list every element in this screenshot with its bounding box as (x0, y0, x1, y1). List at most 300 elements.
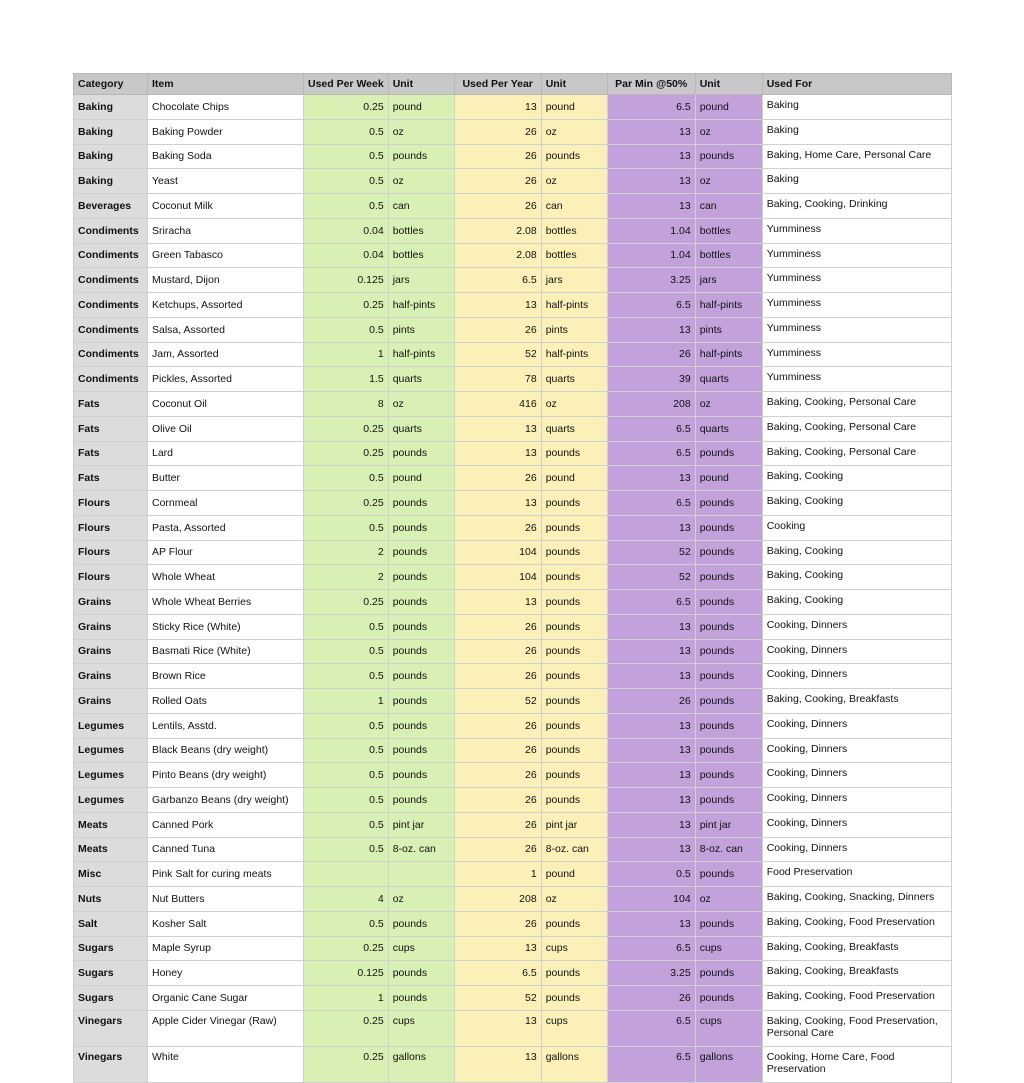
cell-unit-week[interactable]: pounds (388, 144, 454, 169)
cell-item[interactable]: Canned Pork (148, 812, 304, 837)
cell-unit-week[interactable]: bottles (388, 218, 454, 243)
cell-item[interactable]: Coconut Oil (148, 392, 304, 417)
cell-item[interactable]: Kosher Salt (148, 911, 304, 936)
cell-unit-week[interactable]: pounds (388, 515, 454, 540)
cell-unit-year[interactable]: oz (541, 169, 607, 194)
cell-unit-year[interactable]: bottles (541, 218, 607, 243)
cell-category[interactable]: Vinegars (74, 1010, 148, 1046)
cell-used-per-week[interactable]: 1 (304, 689, 389, 714)
cell-used-for[interactable]: Baking, Cooking (762, 590, 951, 615)
cell-category[interactable]: Fats (74, 441, 148, 466)
header-used-per-week[interactable]: Used Per Week (304, 74, 389, 95)
cell-used-for[interactable]: Baking, Cooking, Food Preservation (762, 986, 951, 1011)
cell-unit-week[interactable]: pounds (388, 689, 454, 714)
cell-unit-week[interactable]: pounds (388, 986, 454, 1011)
cell-unit-year[interactable]: cups (541, 1010, 607, 1046)
cell-par-min[interactable]: 13 (607, 812, 695, 837)
cell-unit-par[interactable]: pound (695, 95, 762, 120)
cell-unit-year[interactable]: pounds (541, 639, 607, 664)
cell-unit-par[interactable]: pounds (695, 664, 762, 689)
cell-category[interactable]: Grains (74, 639, 148, 664)
cell-category[interactable]: Condiments (74, 293, 148, 318)
cell-category[interactable]: Condiments (74, 218, 148, 243)
cell-used-per-year[interactable]: 13 (454, 441, 541, 466)
cell-used-per-week[interactable]: 0.5 (304, 812, 389, 837)
cell-used-per-year[interactable]: 13 (454, 1010, 541, 1046)
cell-unit-week[interactable]: jars (388, 268, 454, 293)
cell-unit-par[interactable]: pint jar (695, 812, 762, 837)
cell-unit-week[interactable]: pound (388, 466, 454, 491)
cell-category[interactable]: Meats (74, 812, 148, 837)
cell-unit-par[interactable]: pounds (695, 689, 762, 714)
cell-used-per-year[interactable]: 2.08 (454, 218, 541, 243)
cell-item[interactable]: Jam, Assorted (148, 342, 304, 367)
cell-used-per-week[interactable]: 0.5 (304, 837, 389, 862)
cell-item[interactable]: Coconut Milk (148, 194, 304, 219)
cell-used-for[interactable]: Cooking, Dinners (762, 837, 951, 862)
cell-used-per-year[interactable]: 52 (454, 986, 541, 1011)
cell-category[interactable]: Legumes (74, 738, 148, 763)
cell-par-min[interactable]: 1.04 (607, 243, 695, 268)
cell-used-per-year[interactable]: 6.5 (454, 961, 541, 986)
cell-par-min[interactable]: 39 (607, 367, 695, 392)
cell-used-per-year[interactable]: 26 (454, 713, 541, 738)
cell-unit-week[interactable]: pounds (388, 664, 454, 689)
cell-used-per-year[interactable]: 78 (454, 367, 541, 392)
cell-used-per-year[interactable]: 26 (454, 515, 541, 540)
cell-par-min[interactable]: 13 (607, 738, 695, 763)
cell-par-min[interactable]: 13 (607, 317, 695, 342)
cell-unit-year[interactable]: pounds (541, 738, 607, 763)
cell-unit-par[interactable]: quarts (695, 367, 762, 392)
cell-unit-week[interactable]: pints (388, 317, 454, 342)
cell-used-for[interactable]: Yumminess (762, 317, 951, 342)
cell-used-per-week[interactable]: 0.5 (304, 614, 389, 639)
cell-used-for[interactable]: Cooking, Dinners (762, 664, 951, 689)
cell-unit-year[interactable]: quarts (541, 367, 607, 392)
cell-par-min[interactable]: 26 (607, 689, 695, 714)
cell-unit-par[interactable]: pounds (695, 590, 762, 615)
cell-used-per-year[interactable]: 13 (454, 590, 541, 615)
cell-used-for[interactable]: Yumminess (762, 293, 951, 318)
cell-unit-par[interactable]: pounds (695, 565, 762, 590)
cell-used-for[interactable]: Baking, Cooking, Breakfasts (762, 689, 951, 714)
cell-category[interactable]: Baking (74, 119, 148, 144)
cell-used-per-year[interactable]: 26 (454, 911, 541, 936)
cell-unit-week[interactable]: pounds (388, 590, 454, 615)
cell-item[interactable]: Pinto Beans (dry weight) (148, 763, 304, 788)
cell-item[interactable]: Lard (148, 441, 304, 466)
cell-par-min[interactable]: 13 (607, 466, 695, 491)
cell-unit-year[interactable]: pounds (541, 144, 607, 169)
cell-unit-par[interactable]: bottles (695, 243, 762, 268)
cell-unit-week[interactable]: oz (388, 887, 454, 912)
cell-used-for[interactable]: Baking (762, 119, 951, 144)
cell-category[interactable]: Condiments (74, 342, 148, 367)
cell-unit-year[interactable]: oz (541, 887, 607, 912)
cell-used-per-year[interactable]: 208 (454, 887, 541, 912)
cell-item[interactable]: Lentils, Asstd. (148, 713, 304, 738)
cell-unit-week[interactable]: pounds (388, 713, 454, 738)
cell-par-min[interactable]: 13 (607, 119, 695, 144)
cell-category[interactable]: Grains (74, 689, 148, 714)
cell-unit-year[interactable]: pounds (541, 441, 607, 466)
cell-category[interactable]: Condiments (74, 268, 148, 293)
cell-category[interactable]: Misc (74, 862, 148, 887)
cell-used-per-year[interactable]: 26 (454, 614, 541, 639)
header-unit-par[interactable]: Unit (695, 74, 762, 95)
cell-unit-par[interactable]: pounds (695, 491, 762, 516)
cell-unit-week[interactable]: pounds (388, 738, 454, 763)
cell-item[interactable]: Mustard, Dijon (148, 268, 304, 293)
cell-used-per-year[interactable]: 26 (454, 837, 541, 862)
cell-used-per-week[interactable]: 0.25 (304, 95, 389, 120)
cell-used-for[interactable]: Baking, Cooking (762, 565, 951, 590)
cell-unit-week[interactable]: pound (388, 95, 454, 120)
cell-item[interactable]: Whole Wheat Berries (148, 590, 304, 615)
header-unit-year[interactable]: Unit (541, 74, 607, 95)
cell-unit-year[interactable]: pounds (541, 689, 607, 714)
cell-used-per-week[interactable] (304, 862, 389, 887)
cell-unit-week[interactable]: half-pints (388, 342, 454, 367)
header-par-min[interactable]: Par Min @50% (607, 74, 695, 95)
cell-category[interactable]: Flours (74, 515, 148, 540)
cell-unit-par[interactable]: pounds (695, 639, 762, 664)
cell-used-per-week[interactable]: 0.125 (304, 961, 389, 986)
cell-category[interactable]: Baking (74, 169, 148, 194)
cell-item[interactable]: Pasta, Assorted (148, 515, 304, 540)
cell-par-min[interactable]: 13 (607, 639, 695, 664)
cell-unit-week[interactable]: cups (388, 1010, 454, 1046)
cell-unit-year[interactable]: pint jar (541, 812, 607, 837)
cell-par-min[interactable]: 1.04 (607, 218, 695, 243)
cell-par-min[interactable]: 52 (607, 565, 695, 590)
cell-used-for[interactable]: Cooking, Dinners (762, 788, 951, 813)
cell-par-min[interactable]: 13 (607, 837, 695, 862)
cell-item[interactable]: Sticky Rice (White) (148, 614, 304, 639)
cell-par-min[interactable]: 52 (607, 540, 695, 565)
cell-item[interactable]: White (148, 1046, 304, 1082)
cell-unit-par[interactable]: pounds (695, 763, 762, 788)
cell-used-per-year[interactable]: 26 (454, 664, 541, 689)
cell-unit-week[interactable]: 8-oz. can (388, 837, 454, 862)
cell-used-for[interactable]: Baking, Cooking (762, 491, 951, 516)
cell-unit-year[interactable]: pounds (541, 565, 607, 590)
cell-used-per-week[interactable]: 0.5 (304, 713, 389, 738)
cell-par-min[interactable]: 3.25 (607, 268, 695, 293)
cell-item[interactable]: Apple Cider Vinegar (Raw) (148, 1010, 304, 1046)
cell-par-min[interactable]: 6.5 (607, 293, 695, 318)
cell-used-per-week[interactable]: 0.5 (304, 466, 389, 491)
cell-par-min[interactable]: 104 (607, 887, 695, 912)
cell-used-per-year[interactable]: 13 (454, 416, 541, 441)
cell-used-per-week[interactable]: 0.5 (304, 911, 389, 936)
cell-unit-week[interactable]: oz (388, 169, 454, 194)
cell-unit-par[interactable]: oz (695, 887, 762, 912)
cell-item[interactable]: Pink Salt for curing meats (148, 862, 304, 887)
cell-item[interactable]: Green Tabasco (148, 243, 304, 268)
cell-used-per-week[interactable]: 0.5 (304, 515, 389, 540)
cell-used-for[interactable]: Cooking, Dinners (762, 763, 951, 788)
cell-used-for[interactable]: Baking, Cooking, Breakfasts (762, 936, 951, 961)
cell-category[interactable]: Baking (74, 144, 148, 169)
cell-used-for[interactable]: Cooking, Dinners (762, 738, 951, 763)
cell-used-for[interactable]: Baking (762, 169, 951, 194)
cell-unit-week[interactable]: pounds (388, 491, 454, 516)
cell-unit-par[interactable]: half-pints (695, 293, 762, 318)
cell-unit-year[interactable]: gallons (541, 1046, 607, 1082)
cell-used-per-week[interactable]: 0.5 (304, 317, 389, 342)
cell-unit-week[interactable]: pint jar (388, 812, 454, 837)
cell-unit-par[interactable]: half-pints (695, 342, 762, 367)
cell-used-per-year[interactable]: 13 (454, 936, 541, 961)
cell-item[interactable]: Salsa, Assorted (148, 317, 304, 342)
cell-unit-week[interactable]: quarts (388, 367, 454, 392)
cell-unit-year[interactable]: oz (541, 119, 607, 144)
cell-category[interactable]: Fats (74, 416, 148, 441)
cell-used-per-year[interactable]: 26 (454, 194, 541, 219)
cell-item[interactable]: Cornmeal (148, 491, 304, 516)
cell-used-per-week[interactable]: 0.25 (304, 293, 389, 318)
cell-used-per-year[interactable]: 52 (454, 689, 541, 714)
cell-par-min[interactable]: 13 (607, 713, 695, 738)
cell-used-per-week[interactable]: 1 (304, 342, 389, 367)
cell-used-per-year[interactable]: 104 (454, 565, 541, 590)
cell-used-per-year[interactable]: 26 (454, 466, 541, 491)
cell-unit-year[interactable]: cups (541, 936, 607, 961)
cell-used-per-week[interactable]: 8 (304, 392, 389, 417)
cell-category[interactable]: Baking (74, 95, 148, 120)
cell-unit-week[interactable]: oz (388, 119, 454, 144)
cell-par-min[interactable]: 13 (607, 788, 695, 813)
cell-used-per-week[interactable]: 0.04 (304, 243, 389, 268)
cell-unit-par[interactable]: pounds (695, 862, 762, 887)
cell-item[interactable]: Ketchups, Assorted (148, 293, 304, 318)
cell-unit-week[interactable]: gallons (388, 1046, 454, 1082)
cell-used-per-week[interactable]: 0.25 (304, 936, 389, 961)
cell-unit-week[interactable]: half-pints (388, 293, 454, 318)
cell-par-min[interactable]: 26 (607, 342, 695, 367)
cell-unit-year[interactable]: half-pints (541, 342, 607, 367)
cell-unit-year[interactable]: pounds (541, 590, 607, 615)
cell-unit-par[interactable]: oz (695, 169, 762, 194)
header-used-for[interactable]: Used For (762, 74, 951, 95)
cell-par-min[interactable]: 6.5 (607, 936, 695, 961)
cell-par-min[interactable]: 208 (607, 392, 695, 417)
cell-used-per-week[interactable]: 0.5 (304, 763, 389, 788)
cell-category[interactable]: Legumes (74, 763, 148, 788)
cell-item[interactable]: Olive Oil (148, 416, 304, 441)
cell-item[interactable]: Organic Cane Sugar (148, 986, 304, 1011)
cell-unit-par[interactable]: quarts (695, 416, 762, 441)
cell-unit-par[interactable]: pounds (695, 986, 762, 1011)
cell-unit-par[interactable]: oz (695, 392, 762, 417)
cell-used-per-year[interactable]: 2.08 (454, 243, 541, 268)
cell-unit-week[interactable]: pounds (388, 911, 454, 936)
cell-unit-year[interactable]: half-pints (541, 293, 607, 318)
cell-used-per-year[interactable]: 416 (454, 392, 541, 417)
cell-unit-year[interactable]: oz (541, 392, 607, 417)
cell-used-per-week[interactable]: 0.125 (304, 268, 389, 293)
cell-par-min[interactable]: 6.5 (607, 590, 695, 615)
cell-unit-par[interactable]: cups (695, 936, 762, 961)
cell-par-min[interactable]: 13 (607, 664, 695, 689)
cell-category[interactable]: Legumes (74, 713, 148, 738)
cell-category[interactable]: Sugars (74, 961, 148, 986)
cell-unit-par[interactable]: pounds (695, 614, 762, 639)
cell-unit-year[interactable]: pints (541, 317, 607, 342)
cell-used-per-year[interactable]: 6.5 (454, 268, 541, 293)
cell-item[interactable]: Chocolate Chips (148, 95, 304, 120)
cell-item[interactable]: Pickles, Assorted (148, 367, 304, 392)
cell-used-per-year[interactable]: 13 (454, 95, 541, 120)
cell-category[interactable]: Sugars (74, 936, 148, 961)
cell-unit-week[interactable]: bottles (388, 243, 454, 268)
cell-unit-year[interactable]: pound (541, 862, 607, 887)
cell-unit-year[interactable]: pounds (541, 788, 607, 813)
cell-item[interactable]: Honey (148, 961, 304, 986)
cell-unit-week[interactable]: pounds (388, 565, 454, 590)
cell-unit-year[interactable]: pound (541, 95, 607, 120)
cell-used-for[interactable]: Cooking, Dinners (762, 639, 951, 664)
cell-used-per-week[interactable]: 0.25 (304, 590, 389, 615)
cell-used-for[interactable]: Baking, Cooking, Personal Care (762, 441, 951, 466)
cell-used-per-year[interactable]: 26 (454, 639, 541, 664)
cell-used-per-week[interactable]: 4 (304, 887, 389, 912)
cell-item[interactable]: Brown Rice (148, 664, 304, 689)
cell-used-per-week[interactable]: 0.5 (304, 194, 389, 219)
cell-category[interactable]: Vinegars (74, 1046, 148, 1082)
cell-par-min[interactable]: 6.5 (607, 1046, 695, 1082)
cell-item[interactable]: Garbanzo Beans (dry weight) (148, 788, 304, 813)
cell-used-for[interactable]: Cooking, Dinners (762, 713, 951, 738)
cell-category[interactable]: Condiments (74, 317, 148, 342)
cell-used-per-week[interactable]: 2 (304, 565, 389, 590)
cell-par-min[interactable]: 3.25 (607, 961, 695, 986)
cell-unit-par[interactable]: pints (695, 317, 762, 342)
cell-par-min[interactable]: 13 (607, 763, 695, 788)
cell-used-for[interactable]: Baking, Cooking, Food Preservation (762, 911, 951, 936)
cell-unit-year[interactable]: pounds (541, 713, 607, 738)
cell-used-for[interactable]: Baking, Cooking, Breakfasts (762, 961, 951, 986)
cell-category[interactable]: Flours (74, 491, 148, 516)
cell-par-min[interactable]: 6.5 (607, 416, 695, 441)
cell-unit-par[interactable]: pounds (695, 738, 762, 763)
cell-used-for[interactable]: Cooking, Dinners (762, 614, 951, 639)
cell-par-min[interactable]: 13 (607, 144, 695, 169)
cell-category[interactable]: Beverages (74, 194, 148, 219)
cell-used-for[interactable]: Baking, Cooking, Drinking (762, 194, 951, 219)
cell-used-for[interactable]: Baking, Cooking, Food Preservation, Personal Care (762, 1010, 951, 1046)
cell-par-min[interactable]: 26 (607, 986, 695, 1011)
cell-unit-par[interactable]: cups (695, 1010, 762, 1046)
cell-used-for[interactable]: Food Preservation (762, 862, 951, 887)
cell-used-per-week[interactable]: 1 (304, 986, 389, 1011)
cell-unit-par[interactable]: oz (695, 119, 762, 144)
cell-par-min[interactable]: 6.5 (607, 441, 695, 466)
cell-par-min[interactable]: 6.5 (607, 491, 695, 516)
cell-par-min[interactable]: 13 (607, 614, 695, 639)
cell-used-per-year[interactable]: 13 (454, 293, 541, 318)
cell-used-per-week[interactable]: 0.25 (304, 416, 389, 441)
cell-unit-week[interactable]: pounds (388, 441, 454, 466)
cell-unit-week[interactable]: pounds (388, 788, 454, 813)
cell-unit-week[interactable]: pounds (388, 639, 454, 664)
cell-par-min[interactable]: 13 (607, 169, 695, 194)
cell-item[interactable]: Baking Powder (148, 119, 304, 144)
cell-unit-year[interactable]: pounds (541, 986, 607, 1011)
cell-category[interactable]: Nuts (74, 887, 148, 912)
cell-used-for[interactable]: Yumminess (762, 342, 951, 367)
cell-used-per-week[interactable]: 0.5 (304, 169, 389, 194)
header-category[interactable]: Category (74, 74, 148, 95)
cell-category[interactable]: Grains (74, 664, 148, 689)
cell-par-min[interactable]: 13 (607, 911, 695, 936)
cell-used-per-week[interactable]: 0.25 (304, 1046, 389, 1082)
cell-unit-year[interactable]: pounds (541, 911, 607, 936)
cell-unit-year[interactable]: pounds (541, 491, 607, 516)
cell-category[interactable]: Flours (74, 540, 148, 565)
cell-used-for[interactable]: Yumminess (762, 367, 951, 392)
cell-unit-par[interactable]: pounds (695, 540, 762, 565)
cell-par-min[interactable]: 0.5 (607, 862, 695, 887)
cell-used-per-year[interactable]: 13 (454, 491, 541, 516)
cell-par-min[interactable]: 13 (607, 194, 695, 219)
cell-used-per-week[interactable]: 0.25 (304, 1010, 389, 1046)
cell-unit-year[interactable]: pounds (541, 763, 607, 788)
cell-unit-par[interactable]: bottles (695, 218, 762, 243)
cell-unit-year[interactable]: pound (541, 466, 607, 491)
cell-category[interactable]: Condiments (74, 243, 148, 268)
cell-used-per-year[interactable]: 104 (454, 540, 541, 565)
cell-used-for[interactable]: Yumminess (762, 268, 951, 293)
cell-item[interactable]: Sriracha (148, 218, 304, 243)
cell-used-per-week[interactable]: 0.25 (304, 441, 389, 466)
cell-category[interactable]: Legumes (74, 788, 148, 813)
cell-used-per-year[interactable]: 26 (454, 812, 541, 837)
cell-unit-par[interactable]: pounds (695, 911, 762, 936)
cell-unit-year[interactable]: pounds (541, 614, 607, 639)
cell-used-per-week[interactable]: 0.5 (304, 119, 389, 144)
cell-used-per-year[interactable]: 13 (454, 1046, 541, 1082)
cell-unit-week[interactable]: can (388, 194, 454, 219)
cell-category[interactable]: Fats (74, 392, 148, 417)
cell-unit-par[interactable]: pounds (695, 713, 762, 738)
cell-used-per-week[interactable]: 0.5 (304, 664, 389, 689)
cell-unit-par[interactable]: 8-oz. can (695, 837, 762, 862)
cell-unit-week[interactable]: pounds (388, 540, 454, 565)
cell-unit-year[interactable]: pounds (541, 961, 607, 986)
cell-used-per-week[interactable]: 0.5 (304, 144, 389, 169)
cell-unit-par[interactable]: pound (695, 466, 762, 491)
cell-unit-year[interactable]: pounds (541, 540, 607, 565)
cell-used-per-week[interactable]: 2 (304, 540, 389, 565)
cell-item[interactable]: Nut Butters (148, 887, 304, 912)
cell-item[interactable]: Whole Wheat (148, 565, 304, 590)
header-used-per-year[interactable]: Used Per Year (454, 74, 541, 95)
cell-used-for[interactable]: Yumminess (762, 243, 951, 268)
cell-category[interactable]: Sugars (74, 986, 148, 1011)
cell-unit-week[interactable]: pounds (388, 614, 454, 639)
cell-category[interactable]: Fats (74, 466, 148, 491)
cell-unit-year[interactable]: can (541, 194, 607, 219)
cell-used-per-year[interactable]: 26 (454, 144, 541, 169)
cell-used-for[interactable]: Baking, Home Care, Personal Care (762, 144, 951, 169)
cell-unit-year[interactable]: pounds (541, 664, 607, 689)
cell-unit-par[interactable]: gallons (695, 1046, 762, 1082)
cell-unit-week[interactable] (388, 862, 454, 887)
cell-used-for[interactable]: Cooking, Dinners (762, 812, 951, 837)
